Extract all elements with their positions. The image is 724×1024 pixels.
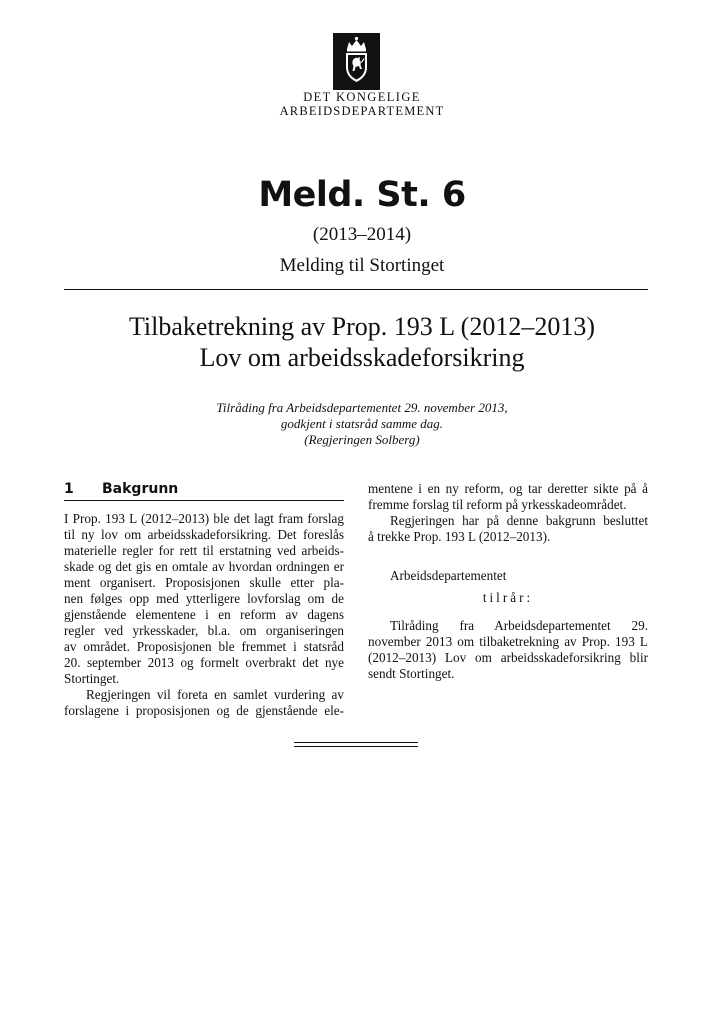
org-name-line2: ARBEIDSDEPARTEMENT: [279, 104, 445, 118]
tilrar-label: tilrår:: [482, 590, 534, 605]
closing-line: (2012–2013) Lov om arbeidsskadeforsikring blir: [368, 650, 648, 665]
body-line: Stortinget.: [64, 671, 120, 686]
end-rule-upper: [294, 742, 418, 743]
section-title: Bakgrunn: [102, 481, 179, 497]
body-line: Regjeringen har på denne bakgrunn besluttet: [390, 513, 648, 528]
royal-coat-of-arms-icon: [333, 33, 380, 90]
body-line: Regjeringen vil foreta en samlet vurdering av: [86, 687, 344, 702]
body-line: forslagene i proposisjonen og de gjenstående ele-: [64, 703, 344, 718]
section-divider: [64, 500, 344, 501]
body-line: I Prop. 193 L (2012–2013) ble det lagt fram forslag: [64, 511, 344, 526]
title-divider: [64, 289, 648, 290]
section-heading: [64, 481, 344, 497]
document-number: Meld. St. 6: [258, 175, 466, 215]
title-line2: Lov om arbeidsskadeforsikring: [199, 343, 525, 372]
closing-line: november 2013 om tilbaketrekning av Prop. 193 L: [368, 634, 648, 649]
body-line: av området. Proposisjonen ble fremmet i statsråd: [64, 639, 344, 654]
section-number: 1: [64, 481, 74, 497]
closing-line: sendt Stortinget.: [368, 666, 455, 681]
body-line: gjenstående elementene i en reform av dagens: [64, 607, 344, 622]
body-line: skade og det gis en omtale av hvordan ordningen er: [64, 559, 344, 574]
recommendation-line2: godkjent i statsråd samme dag.: [280, 416, 444, 431]
body-line: fremme forslag til reform på yrkesskadeområdet.: [368, 497, 627, 512]
session-years: (2013–2014): [312, 224, 412, 245]
body-line: å trekke Prop. 193 L (2012–2013).: [368, 529, 551, 544]
recommendation-line3: (Regjeringen Solberg): [304, 432, 420, 447]
coat-of-arms-logo: [333, 33, 380, 90]
recommendation-line1: Tilråding fra Arbeidsdepartementet 29. november 2013,: [216, 400, 508, 415]
body-line: ment organisert. Proposisjonen skulle etter pla-: [64, 575, 344, 590]
department-signature: Arbeidsdepartementet: [390, 568, 507, 583]
end-rule-lower: [294, 746, 418, 747]
org-name-line1: DET KONGELIGE: [303, 90, 421, 104]
document-type: Melding til Stortinget: [279, 255, 445, 276]
body-line: mentene i en ny reform, og tar deretter sikte på å: [368, 481, 648, 496]
body-line: 20. september 2013 og formelt overbrakt det nye: [64, 655, 344, 670]
title-line1: Tilbaketrekning av Prop. 193 L (2012–2013): [128, 312, 596, 341]
body-line: nen følges opp med ytterligere lovforslag om de: [64, 591, 344, 606]
body-line: materielle regler for rett til erstatning ved arbeids-: [64, 543, 344, 558]
closing-line: Tilråding fra Arbeidsdepartementet 29.: [390, 618, 648, 633]
body-line: regler ved yrkesskader, bl.a. om organiseringen: [64, 623, 344, 638]
body-line: til ny lov om arbeidsskadeforsikring. Det foreslås: [64, 527, 344, 542]
